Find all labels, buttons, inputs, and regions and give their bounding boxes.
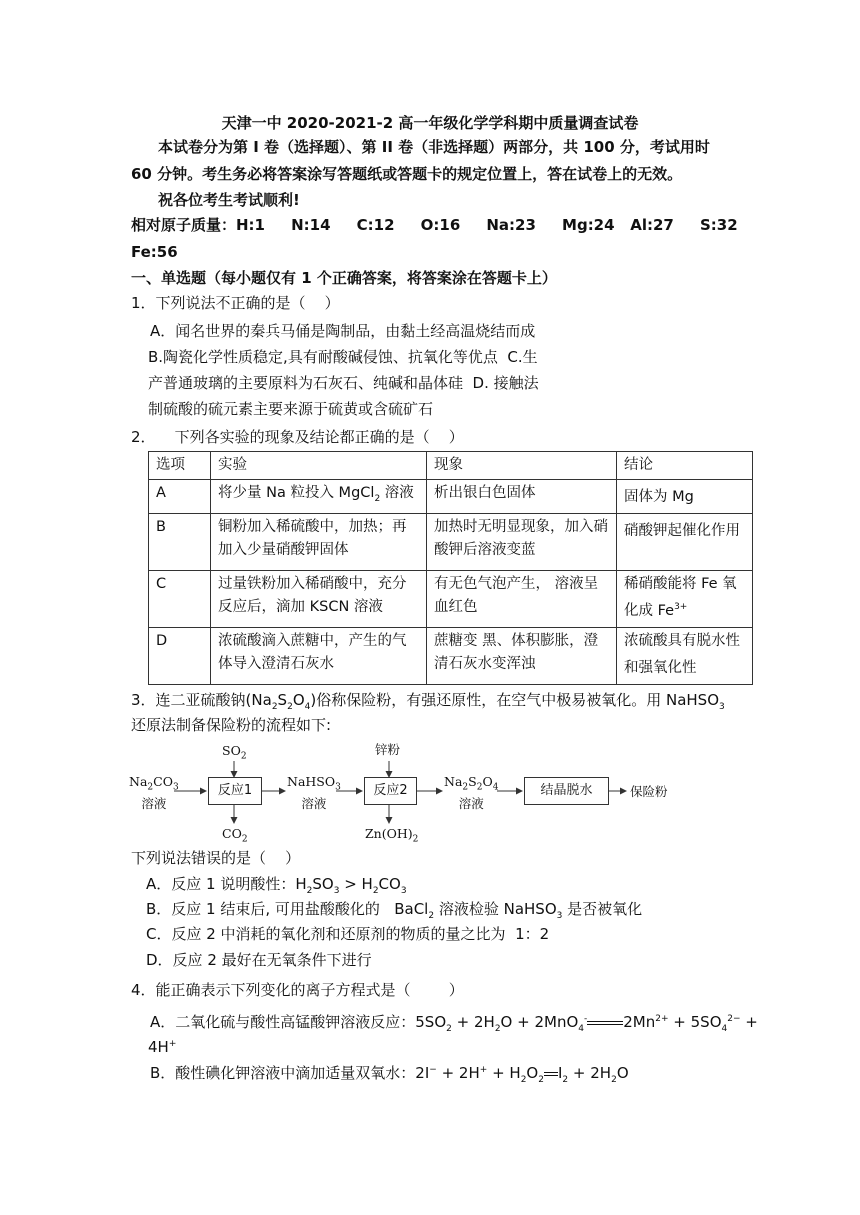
header-phenomenon: 现象 xyxy=(427,452,617,480)
question-2-stem: 2． 下列各实验的现象及结论都正确的是（ ） xyxy=(131,428,464,446)
question-3-option-b: B．反应 1 结束后, 可用盐酸酸化的 BaCl$_2$ 溶液检验 NaHSO$_3$ 是否被氧化 xyxy=(146,900,643,921)
header-experiment: 实验 xyxy=(211,452,427,480)
header-option: 选项 xyxy=(149,452,211,480)
crystallize-box: 结晶脱水 xyxy=(524,777,609,805)
question-1-line-4: 制硫酸的硫元素主要来源于硫黄或含硫矿石 xyxy=(148,400,434,418)
row-conclusion: 固体为 Mg xyxy=(617,480,753,514)
question-4-stem: 4．能正确表示下列变化的离子方程式是（ ） xyxy=(131,981,464,999)
intro-line-1: 本试卷分为第 I 卷（选择题）、第 II 卷（非选择题）两部分，共 100 分，考试用时 xyxy=(158,138,710,156)
row-phenomenon: 加热时无明显现象，加入硝酸钾后溶液变蓝 xyxy=(427,513,617,570)
row-conclusion: 硝酸钾起催化作用 xyxy=(617,513,753,570)
row-conclusion: 浓硫酸具有脱水性和强氧化性 xyxy=(617,627,753,684)
flow-zinc-label: 锌粉 xyxy=(375,742,401,757)
intro-line-2: 60 分钟。考生务必将答案涂写答题纸或答题卡的规定位置上，答在试卷上的无效。 xyxy=(131,165,683,183)
row-experiment: 浓硫酸滴入蔗糖中，产生的气体导入澄清石灰水 xyxy=(211,627,427,684)
question-4-option-b: B．酸性碘化钾溶液中滴加适量双氧水：$2I^- + 2H^+ + H_2O_2$ $I_2 + 2H_2O$ xyxy=(150,1064,629,1085)
flow-co2-label: $CO_2$ xyxy=(222,826,248,845)
row-conclusion: 稀硝酸能将 Fe 氧化成 $Fe^{3+}$ xyxy=(617,570,753,627)
question-3-option-d: D．反应 2 最好在无氧条件下进行 xyxy=(146,951,372,969)
section-heading: 一、单选题（每小题仅有 1 个正确答案，将答案涂在答题卡上） xyxy=(131,269,557,287)
wish-text: 祝各位考生考试顺利! xyxy=(158,191,300,209)
question-3-ask: 下列说法错误的是（ ） xyxy=(131,849,301,867)
row-phenomenon: 蔗糖变 黑、体积膨胀，澄清石灰水变浑浊 xyxy=(427,627,617,684)
row-option: A xyxy=(149,480,211,514)
question-3-stem: 3．连二亚硫酸钠$(Na_2S_2O_4)$俗称保险粉，有强还原性，在空气中极易被氧化。用 NaHSO$_3$ xyxy=(131,691,725,712)
exam-title: 天津一中 2020-2021-2 高一年级化学学科期中质量调查试卷 xyxy=(221,114,639,132)
question-1-line-2: B.陶瓷化学性质稳定,具有耐酸碱侵蚀、抗氧化等优点 C.生 xyxy=(148,348,538,366)
header-conclusion: 结论 xyxy=(617,452,753,480)
row-option: D xyxy=(149,627,211,684)
question-4-option-a: A．二氧化硫与酸性高锰酸钾溶液反应：$5SO_2 + 2H_2O + 2MnO_4^-$ $2Mn^{2+} + 5SO_4^{2-}$ + xyxy=(150,1013,758,1034)
row-option: C xyxy=(149,570,211,627)
flow-so2-label: $SO_2$ xyxy=(222,743,247,762)
flow-nahso3-label: NaHSO$_3$ 溶液 xyxy=(287,774,341,811)
reaction-1-box: 反应1 xyxy=(208,777,262,805)
question-3-option-c: C．反应 2 中消耗的氧化剂和还原剂的物质的量之比为 1：2 xyxy=(146,925,550,943)
flow-znoh2-label: $Zn(OH)_2$ xyxy=(365,826,419,845)
flow-na2s2o4-label: $Na_2S_2O_4$ 溶液 xyxy=(444,774,499,811)
row-experiment: 过量铁粉加入稀硝酸中，充分反应后，滴加 KSCN 溶液 xyxy=(211,570,427,627)
question-1-line-1: A．闻名世界的秦兵马俑是陶制品，由黏土经高温烧结而成 xyxy=(150,322,536,340)
equals-sign-icon xyxy=(544,1067,558,1081)
question-3-stem-line-2: 还原法制备保险粉的流程如下: xyxy=(131,716,332,734)
row-experiment: 铜粉加入稀硫酸中，加热；再加入少量硝酸钾固体 xyxy=(211,513,427,570)
row-option: B xyxy=(149,513,211,570)
atomic-mass-line-1: 相对原子质量：H:1 N:14 C:12 O:16 Na:23 Mg:24 Al:27 S:32 xyxy=(131,216,738,234)
row-phenomenon: 析出银白色固体 xyxy=(427,480,617,514)
flow-final-label: 保险粉 xyxy=(630,784,668,799)
equals-sign-icon xyxy=(587,1016,623,1030)
row-phenomenon: 有无色气泡产生， 溶液呈血红色 xyxy=(427,570,617,627)
question-1-line-3: 产普通玻璃的主要原料为石灰石、纯碱和晶体硅 D. 接触法 xyxy=(148,374,539,392)
reaction-2-box: 反应2 xyxy=(364,777,417,805)
flow-start-label: $Na_2CO_3$ 溶液 xyxy=(129,774,179,811)
question-1-stem: 1．下列说法不正确的是（ ） xyxy=(131,294,340,312)
row-experiment: 将少量 Na 粒投入 MgCl$_2$ 溶液 xyxy=(211,480,427,514)
atomic-mass-line-2: Fe:56 xyxy=(131,243,178,261)
question-4-option-a-cont: 4H+ xyxy=(148,1038,177,1056)
question-3-option-a: A．反应 1 说明酸性：$H_2SO_3 > H_2CO_3$ xyxy=(146,875,407,896)
